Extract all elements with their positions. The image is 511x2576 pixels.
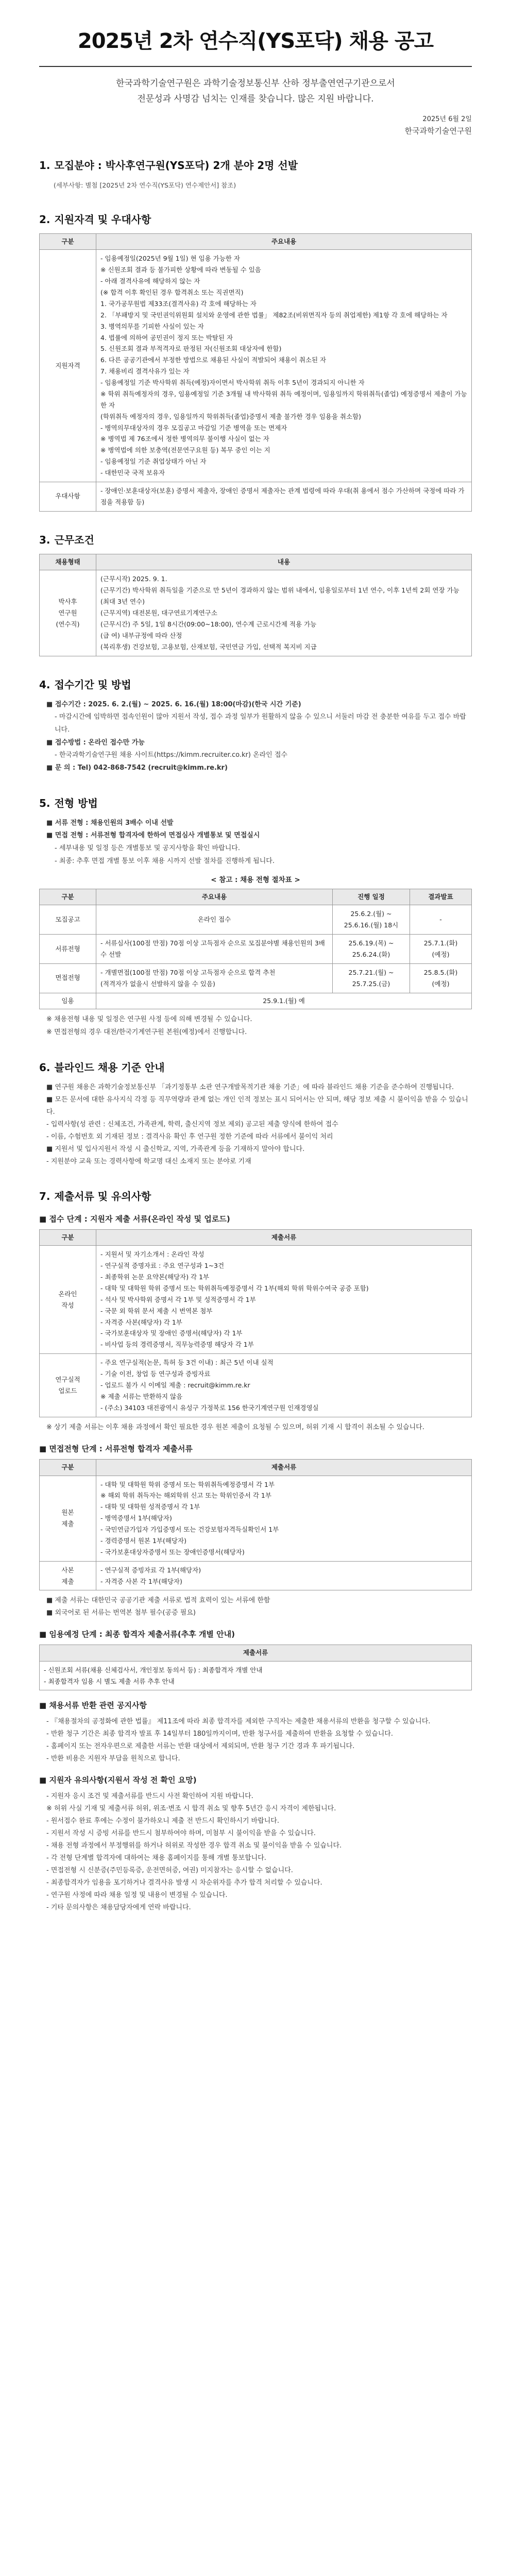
document-return-text: - 『채용절차의 공정화에 관한 법률』 제11조에 따라 최종 합격자를 제외한 구직자는 제출한 채용서류의 반환을 청구할 수 있습니다. - 반환 청구 기간은 최종 합격자 발표 후 14일부터 180일까지이며, 반환 청구서를 제출하여 반환을 요청할 수 있습니다. - 홈페이지 또는 전자우편으로 제출한 서류는 반환 대상에서 제외되며, 반환 청구 기간 경과 후 파기됩니다. - 반환 비용은 지원자 부담을 원칙으로 합니다. [46,1717,431,1763]
table-header: 주요내용 [96,233,472,250]
result-cell: 25.7.1.(화) (예정) [410,935,472,964]
table-row [40,963,472,993]
row-label: 원본 제출 [40,1476,96,1561]
subsection-heading: ■ 임용예정 단계 : 최종 합격자 제출서류(추후 개별 안내) [39,1630,235,1639]
documents-note: ※ 상기 제출 서류는 이후 채용 과정에서 확인 필요한 경우 원본 제출이 요청될 수 있으며, 허위 기재 시 합격이 취소될 수 있습니다. [46,1423,424,1431]
row-label: 연구실적 업로드 [40,1354,96,1417]
table-row [40,250,472,482]
process-note: ※ 채용전형 내용 및 일정은 연구원 사정 등에 의해 변경될 수 있습니다. [46,1015,252,1024]
table-row [40,1354,472,1417]
table-header: 진행 일정 [333,889,410,905]
list-item: - 세부내용 및 일정 등은 개별통보 및 공지사항을 확인 바랍니다. [55,844,240,852]
process-table [39,889,472,1010]
result-cell: 25.8.5.(화) (예정) [410,963,472,993]
row-label: 우대사항 [40,482,96,511]
announcement-date: 2025년 6월 2일 [422,115,472,123]
schedule-cell: 25.7.21.(월) ~ 25.7.25.(금) [333,963,410,993]
row-label: 박사후 연구원 (연수직) [40,570,96,656]
row-content: - 연구실적 증빙자료 각 1부(해당자) - 자격증 사본 각 1부(해당자) [96,1561,472,1590]
row-label: 지원자격 [40,250,96,482]
row-content: - 지원서 및 자기소개서 : 온라인 작성 - 연구실적 증명자료 : 주요 연구성과 1~3건 - 최종학위 논문 요약본(해당자) 각 1부 - 대학 및 대학원 학위 증명서 또는 학위취득예정증명서 각 1부(해외 학위 학위수여국 공증 포함) - 석사 및 박사학위 증명서 각 1부 및 성적증명서 각 1부 - 국문 외 학위 문서 제출 시 번역본 첨부 - 자격증 사본(해당자) 각 1부 - 국가보훈대상자 및 장애인 증명서(해당자) 각 1부 - 비사업 등의 경력증명서, 직무능력증명 해당자 각 1부 [96,1246,472,1354]
subsection-heading: ■ 면접전형 단계 : 서류전형 합격자 제출서류 [39,1444,193,1454]
title-divider [39,66,472,67]
process-table-caption: < 참고 : 채용 전형 절차표 > [211,876,300,885]
list-item: - 최종: 추후 면접 개별 통보 이후 채용 시까지 선발 절차를 진행하게 됩니다. [55,857,275,865]
row-content: - 대학 및 대학원 학위 증명서 또는 학위취득예정증명서 각 1부 ※ 해외 학위 취득자는 해외학위 신고 또는 학위인증서 각 1부 - 대학 및 대학원 성적증명서 각 1부 - 병역증명서 1부(해당자) - 국민연금가입자 가입증명서 또는 건강보험자격득실확인서 1부 - 경력증명서 원본 1부(해당자) - 국가보훈대상자증명서 또는 장애인증명서(해당자) [96,1476,472,1561]
table-header: 제출서류 [96,1459,472,1476]
process-note: ※ 면접전형의 경우 대전/한국기계연구원 본원(예정)에서 진행합니다. [46,1028,247,1037]
table-header: 구분 [40,233,96,250]
section-2-heading: 2. 지원자격 및 우대사항 [39,213,151,226]
table-row [40,1561,472,1590]
table-header: 채용형태 [40,554,96,570]
content-cell: - 개별면접(100점 만점) 70점 이상 고득점자 순으로 합격 추천 (적격자가 없을시 선발하지 않을 수 있음) [96,963,333,993]
table-header: 제출서류 [96,1229,472,1246]
page-title: 2025년 2차 연수직(YS포닥) 채용 공고 [77,29,434,53]
content-cell: 온라인 접수 [96,905,333,935]
section-4-heading: 4. 접수기간 및 방법 [39,678,131,691]
table-header: 내용 [96,554,472,570]
list-item: ■ 접수방법 : 온라인 접수만 가능 [46,738,145,747]
blind-hiring-text: ■ 연구원 채용은 과학기술정보통신부 「과기정통부 소관 연구개발목적기관 채용 기준」에 따라 블라인드 채용 기준을 준수하여 진행됩니다. ■ 모든 문서에 대한 유사지식 각정 등 직무역량과 관계 없는 개인 인적 정보는 표시 되어서는 안 되며, 해당 정보 제출 시 불이익을 받을 수 있습니다. - 입력사항(성 관련 : 신체조건, 가족관계, 학력, 출신지역 정보 제외) 공고된 제출 양식에 한하여 접수 - 이름, 수험번호 외 기재된 정보 : 결격사유 확인 후 연구원 정한 기준에 따라 서류에서 불이익 처리 ■ 지원서 및 입사지원서 작성 시 출신학교, 지역, 가족관계 등을 기재하지 말아야 합니다. - 지원분야 교육 또는 경력사항에 학교명 대신 소재지 또는 분야로 기재 [46,1083,468,1166]
list-item: - 마감시간에 임박하면 접속인원이 많아 지원서 작성, 접수 과정 일부가 원활하지 않을 수 있으니 서둘러 마감 전 충분한 여유를 두고 접수 바랍니다. [55,713,466,734]
content-cell: 25.9.1.(월) 예 [96,993,472,1009]
table-row [40,935,472,964]
schedule-cell: 25.6.19.(목) ~ 25.6.24.(화) [333,935,410,964]
row-content: - 장애인·보훈대상자(보훈) 증명서 제출자, 장애인 증명서 제출자는 관계 법령에 따라 우대(취 용에서 점수 가산하며 국정에 따라 가점을 적용함 등) [96,482,472,511]
organization-name: 한국과학기술연구원 [404,126,472,135]
interview-note: ■ 제출 서류는 대한민국 공공기관 제출 서류로 법적 효력이 있는 서류에 한함 ■ 외국어로 된 서류는 번역본 첨부 필수(공증 필요) [46,1597,270,1617]
table-row [40,1661,472,1690]
table-header: 구분 [40,1229,96,1246]
stage-cell: 서류전형 [40,935,96,964]
table-row [40,1476,472,1561]
list-item: ■ 접수기간 : 2025. 6. 2.(월) ~ 2025. 6. 16.(월) 18:00(마감)(한국 시간 기준) [46,700,301,708]
list-item: ■ 면접 전형 : 서류전형 합격자에 한하여 면접심사 개별통보 및 면접실시 [46,832,260,840]
row-content: - 임용예정일(2025년 9월 1일) 현 임용 가능한 자 ※ 신원조회 결과 등 불가피한 상황에 따라 변동될 수 있음 - 아래 결격사유에 해당하지 않는 자 (※ 합격 이후 확인된 경우 합격취소 또는 직권면직) 1. 국가공무원법 제33조(결격사유) 각 호에 해당하는 자 2. 「부패방지 및 국민권익위원회 설치와 운영에 관한 법률」 제82조(비위면직자 등의 취업제한) 제1항 각 호에 해당하는 자 3. 병역의무를 기피한 사실이 있는 자 4. 법률에 의하여 공민권이 정지 또는 박탈된 자 5. 신원조회 결과 부적격자로 판정된 자(신원조회 대상자에 한함) 6. 다른 공공기관에서 부정한 방법으로 채용된 사실이 적발되어 채용이 취소된 자 7. 채용비리 결격사유가 있는 자 - 임용예정일 기준 박사학위 취득(예정)자이면서 박사학위 취득 이후 5년이 경과되지 아니한 자 ※ 학위 취득예정자의 경우, 임용예정일 기준 3개월 내 박사학위 취득 예정이며, 임용일까지 학위취득(졸업) 예정증명서 제출이 가능한 자 (학위취득 예정자의 경우, 임용일까지 학위취득(졸업)증명서 제출 불가한 경우 임용을 취소함) - 병역의무대상자의 경우 모집공고 마감일 기준 병역을 또는 면제자 ※ 병역법 제 76조에서 정한 병역의무 불이행 사실이 없는 자 ※ 병역법에 의한 보충역(전문연구요원 등) 복무 중인 이는 지 - 임용예정일 기준 취업상태가 아닌 자 - 대한민국 국적 보유자 [96,250,472,482]
documents-table [39,1229,472,1417]
final-documents-table [39,1645,472,1691]
table-row [40,570,472,656]
subsection-heading: ■ 채용서류 반환 관련 공지사항 [39,1701,147,1710]
list-item: ■ 서류 전형 : 채용인원의 3배수 이내 선발 [46,819,174,827]
subsection-heading: ■ 접수 단계 : 지원자 제출 서류(온라인 작성 및 업로드) [39,1214,230,1224]
table-row [40,993,472,1009]
table-header: 결과발표 [410,889,472,905]
schedule-cell: 25.6.2.(월) ~ 25.6.16.(월) 18시 [333,905,410,935]
row-label: 사본 제출 [40,1561,96,1590]
list-item: ■ 문 의 : Tel) 042-868-7542 (recruit@kimm.re.kr) [46,764,228,772]
section-1-heading: 1. 모집분야 : 박사후연구원(YS포닥) 2개 분야 2명 선발 [39,159,298,172]
content-cell: - 서류심사(100점 만점) 70점 이상 고득점자 순으로 모집분야별 채용인원의 3배수 선발 [96,935,333,964]
stage-cell: 임용 [40,993,96,1009]
table-header: 주요내용 [96,889,333,905]
stage-cell: 모집공고 [40,905,96,935]
row-content: - 신원조회 서류(채용 신체검사서, 개인정보 동의서 등) : 최종합격자 개별 안내 - 최종합격자 임용 시 별도 제출 서류 추후 안내 [40,1661,472,1690]
qualification-table [39,233,472,512]
stage-cell: 면접전형 [40,963,96,993]
section-5-heading: 5. 전형 방법 [39,796,98,809]
table-header: 제출서류 [40,1645,472,1661]
list-item: - 한국과학기술연구원 채용 사이트(https://kimm.recruiter.co.kr) 온라인 접수 [55,751,287,759]
table-row [40,482,472,511]
table-row [40,905,472,935]
applicant-notes-text: - 지원자 응시 조건 및 제출서류를 반드시 사전 확인하여 지원 바랍니다. ※ 허위 사실 기재 및 제출서류 허위, 위조·변조 시 합격 취소 및 향후 5년간 응시 자격이 제한됩니다. - 원서접수 완료 후에는 수정이 불가하오니 제출 전 반드시 확인하시기 바랍니다. - 지원서 작성 시 증빙 서류를 반드시 첨부하여야 하며, 미첨부 시 불이익을 받을 수 있습니다. - 채용 전형 과정에서 부정행위를 하거나 허위로 작성한 경우 합격 취소 및 불이익을 받을 수 있습니다. - 각 전형 단계별 합격자에 대하여는 채용 홈페이지를 통해 개별 통보합니다. - 면접전형 시 신분증(주민등록증, 운전면허증, 여권) 미지참자는 응시할 수 없습니다. - 최종합격자가 임용을 포기하거나 결격사유 발생 시 차순위자를 추가 합격 처리할 수 있습니다. - 연구원 사정에 따라 채용 일정 및 내용이 변경될 수 있습니다. - 기타 문의사항은 채용담당자에게 연락 바랍니다. [46,1792,342,1912]
intro-text: 한국과학기술연구원은 과학기술정보통신부 산하 정부출연연구기관으로서 전문성과 사명감 넘치는 인재를 찾습니다. 많은 지원 바랍니다. [116,78,395,104]
result-cell: - [410,905,472,935]
row-content: (근무시작) 2025. 9. 1. (근무기간) 박사학위 취득일을 기준으로 만 5년이 경과하지 않는 범위 내에서, 임용일로부터 1년 연수, 이후 1년씩 2회 연장 가능(최대 3년 연수) (근무지역) 대전본원, 대구연료기계연구소 (근무시간) 주 5일, 1일 8시간(09:00~18:00), 연수계 근로시간제 적용 가능 (급 여) 내부규정에 따라 산정 (복리후생) 건강보험, 고용보험, 산재보험, 국민연금 가입, 선택적 복지비 지급 [96,570,472,656]
row-label: 온라인 작성 [40,1246,96,1354]
table-header: 구분 [40,889,96,905]
section-1-note: (세부사항: 별첨 [2025년 2차 연수직(YS포닥) 연수제안서] 참조) [54,181,236,189]
section-6-heading: 6. 블라인드 채용 기준 안내 [39,1061,165,1074]
interview-documents-table [39,1459,472,1591]
row-content: - 주요 연구실적(논문, 특허 등 3건 이내) : 최근 5년 이내 실적 - 기술 이전, 창업 등 연구성과 증빙자료 - 업로드 불가 시 이메일 제출 : recruit@kimm.re.kr ※ 제출 서류는 반환하지 않음 - (주소) 34103 대전광역시 유성구 가정북로 156 한국기계연구원 인재경영실 [96,1354,472,1417]
subsection-heading: ■ 지원자 유의사항(지원서 작성 전 확인 요망) [39,1775,197,1785]
table-header: 구분 [40,1459,96,1476]
section-7-heading: 7. 제출서류 및 유의사항 [39,1190,151,1203]
table-row [40,1246,472,1354]
working-conditions-table [39,554,472,656]
section-3-heading: 3. 근무조건 [39,533,94,546]
